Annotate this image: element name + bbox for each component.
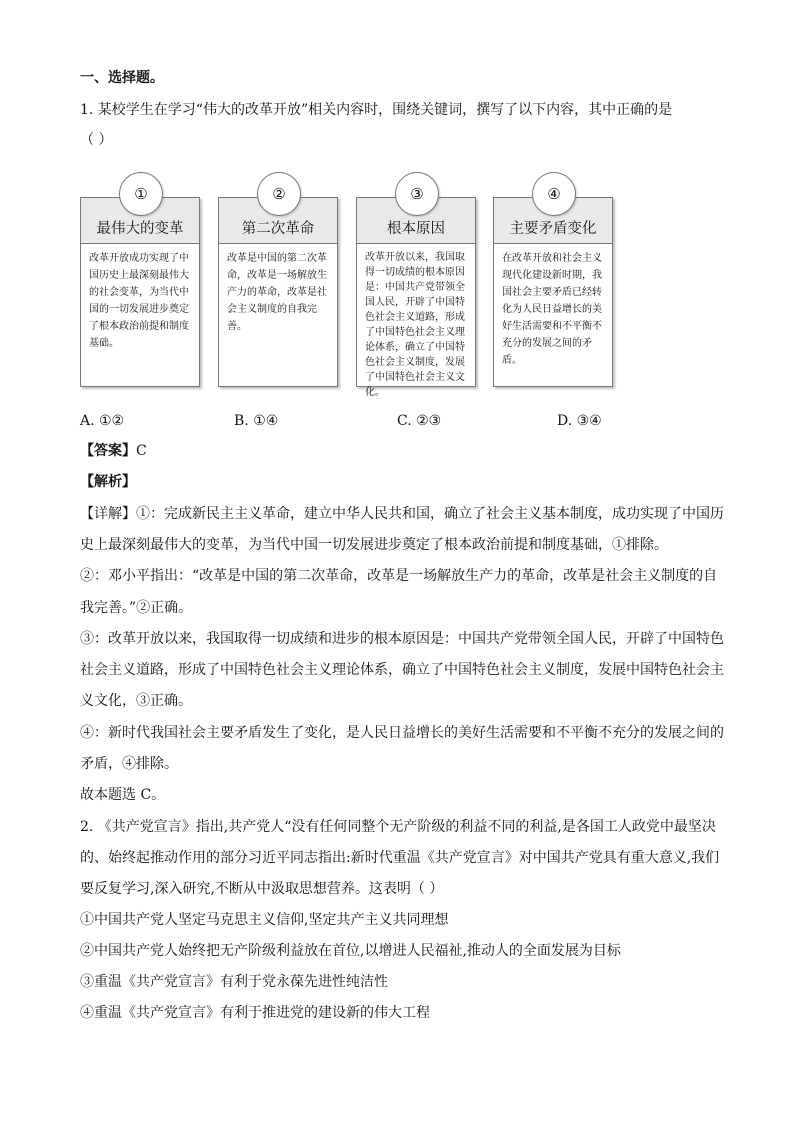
- section-title: 一、选择题。: [80, 70, 164, 86]
- card-2-number-circle: ②: [257, 172, 301, 216]
- question-2-statement-2: ②中国共产党人始终把无产阶级利益放在首位,以增进人民福祉,推动人的全面发展为目标: [80, 943, 621, 959]
- card-3-body: 改革开放以来，我国取得一切成绩的根本原因是：中国共产党带领全国人民，开辟了中国特色社会主义道路，形成了中国特色社会主义理论体系，确立了中国特色社会主义制度，发展了中国特色社会主义文化。: [365, 252, 465, 398]
- concept-card-3: [356, 197, 476, 398]
- card-4-number-circle: ④: [532, 172, 576, 216]
- answer-tag: 【答案】: [80, 443, 136, 459]
- conclusion-line: 故本题选 C。: [80, 787, 166, 803]
- card-4-title: 主要矛盾变化: [494, 198, 612, 244]
- card-4-body: 在改革开放和社会主义现代化建设新时期，我国社会主要矛盾已经转化为人民日益增长的美好生活需要和不平衡不充分的发展之间的矛盾。: [502, 253, 602, 366]
- card-1-body: 改革开放成功实现了中国历史上最深刻最伟大的社会变革，为当代中国的一切发展进步奠定了根本政治前提和制度基础。: [89, 253, 189, 349]
- option-b: B. ①④: [234, 413, 279, 429]
- question-2-stem: 2. 《共产党宣言》指出,共产党人“没有任何同整个无产阶级的利益不同的利益,是各国工人政党中最坚决: [80, 819, 716, 835]
- detail-line: 史上最深刻最伟大的变革，为当代中国一切发展进步奠定了根本政治前提和制度基础，①排除。: [80, 537, 668, 553]
- analysis-tag: 【解析】: [80, 474, 136, 490]
- option-d: D. ③④: [557, 413, 602, 429]
- detail-line: 社会主义道路，形成了中国特色社会主义理论体系，确立了中国特色社会主义制度，发展中国特色社会主: [80, 662, 724, 678]
- detail-line: 我完善。”②正确。: [80, 600, 193, 616]
- card-1-number-circle: ①: [119, 172, 163, 216]
- detail-line: ③：改革开放以来，我国取得一切成绩和进步的根本原因是：中国共产党带领全国人民，开辟了中国特色: [80, 631, 724, 647]
- detail-line: 【详解】①：完成新民主主义革命，建立中华人民共和国，确立了社会主义基本制度，成功实现了中国历: [80, 506, 724, 522]
- option-a: A. ①②: [80, 413, 125, 429]
- question-2-statement-4: ④重温《共产党宣言》有利于推进党的建设新的伟大工程: [80, 1005, 430, 1021]
- detail-line: 矛盾，④排除。: [80, 756, 178, 772]
- card-2-title: 第二次革命: [219, 198, 337, 244]
- detail-line: 义文化，③正确。: [80, 693, 192, 709]
- card-1-title: 最伟大的变革: [81, 198, 199, 244]
- concept-card-1: [80, 197, 200, 387]
- detail-line: ②：邓小平指出：“改革是中国的第二次革命，改革是一场解放生产力的革命，改革是社会主义制度的自: [80, 568, 718, 584]
- option-c: C. ②③: [397, 413, 442, 429]
- concept-card-4: [493, 197, 613, 387]
- question-2-stem: 的、始终起推动作用的部分习近平同志指出:新时代重温《共产党宣言》对中国共产党具有重大意义,我们: [80, 850, 720, 866]
- card-3-title: 根本原因: [357, 198, 475, 244]
- question-2-statement-3: ③重温《共产党宣言》有利于党永葆先进性纯洁性: [80, 974, 388, 990]
- question-1-answer-parentheses: （ ）: [80, 132, 113, 148]
- question-2-statement-1: ①中国共产党人坚定马克思主义信仰,坚定共产主义共同理想: [80, 912, 449, 928]
- answer-value: C: [136, 443, 147, 459]
- question-1-stem: 1. 某校学生在学习“伟大的改革开放”相关内容时，围绕关键词，撰写了以下内容，其中正确的是: [80, 102, 673, 118]
- question-2-stem: 要反复学习,深入研究,不断从中汲取思想营养。这表明（ ）: [80, 881, 444, 897]
- card-2-body: 改革是中国的第二次革命，改革是一场解放生产力的革命，改革是社会主义制度的自我完善。: [227, 253, 327, 332]
- card-3-number-circle: ③: [395, 172, 439, 216]
- answer-line: [80, 441, 147, 461]
- detail-line: ④：新时代我国社会主要矛盾发生了变化，是人民日益增长的美好生活需要和不平衡不充分的发展之间的: [80, 725, 724, 741]
- concept-card-2: [218, 197, 338, 387]
